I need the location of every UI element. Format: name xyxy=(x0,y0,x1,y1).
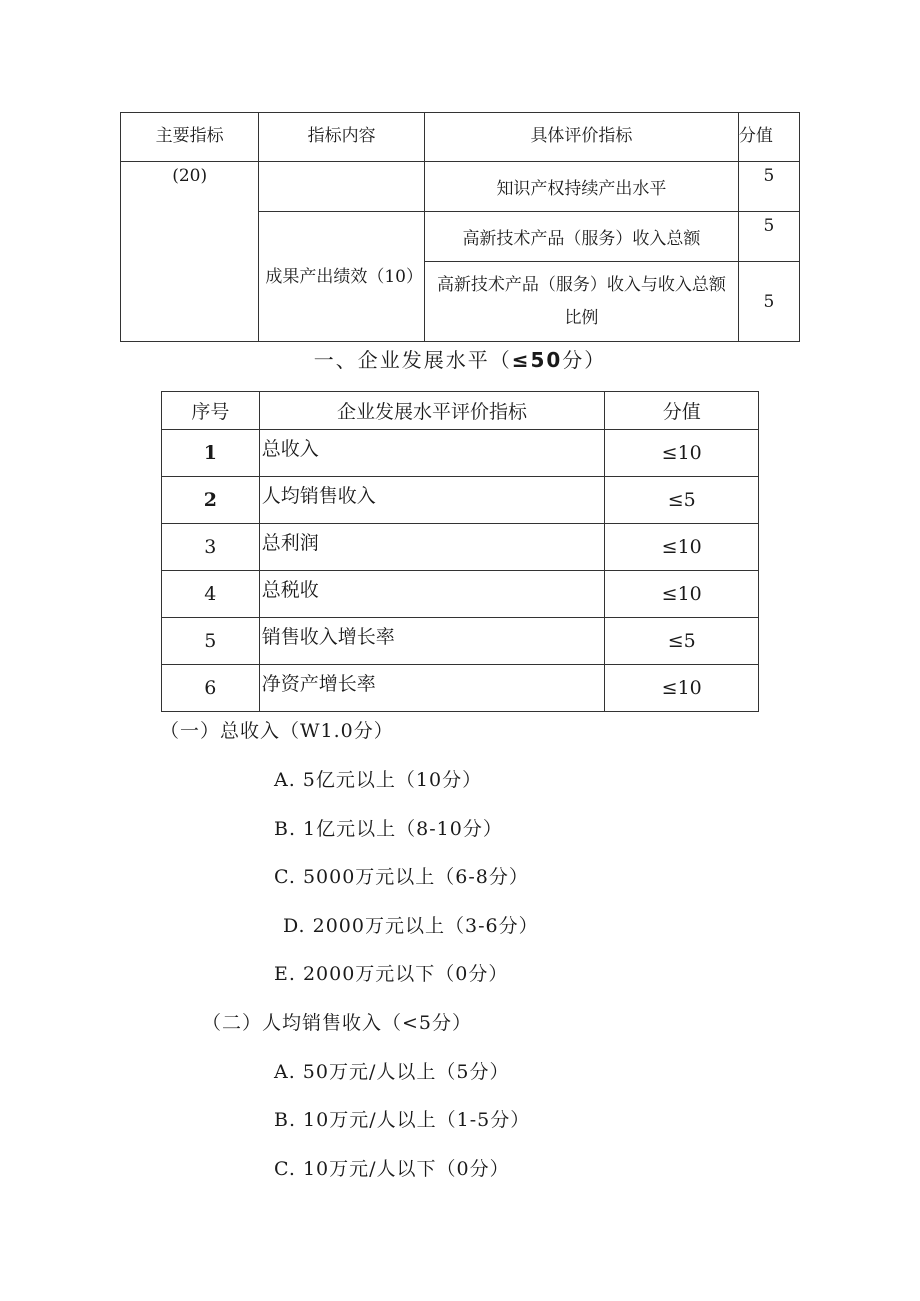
row-no xyxy=(162,618,260,665)
row-no-value: 4 xyxy=(204,583,217,605)
section-heading xyxy=(0,344,920,373)
section2-item-b: B. 10万元/人以上（1-5分） xyxy=(274,1109,531,1131)
row-name-value: 总利润 xyxy=(261,532,319,554)
row-name-value: 人均销售收入 xyxy=(261,485,376,507)
indicator-cell xyxy=(424,162,738,212)
row-no-value: 3 xyxy=(204,536,217,558)
section1-item-c: C. 5000万元以上（6-8分） xyxy=(274,866,529,888)
header-cell xyxy=(259,392,605,430)
row-no-value: 1 xyxy=(203,442,217,464)
row-name xyxy=(259,524,605,571)
header-cell xyxy=(162,392,260,430)
row-name xyxy=(259,571,605,618)
header-cell xyxy=(605,392,759,430)
score-table-top xyxy=(120,112,800,342)
table-row xyxy=(162,618,759,665)
row-score-value: ≤5 xyxy=(667,630,696,652)
row-no xyxy=(162,430,260,477)
row-score-value: ≤5 xyxy=(667,489,696,511)
section1-item-d: D. 2000万元以上（3-6分） xyxy=(283,915,539,937)
row-no xyxy=(162,665,260,712)
row-no xyxy=(162,571,260,618)
header-no: 序号 xyxy=(191,401,230,423)
row-score-value: ≤10 xyxy=(661,583,702,605)
row-score-value: ≤10 xyxy=(661,677,702,699)
row-score xyxy=(605,430,759,477)
row-no-value: 5 xyxy=(204,630,217,652)
row-no-value: 6 xyxy=(204,677,217,699)
row-score xyxy=(605,571,759,618)
empty-cell xyxy=(259,162,425,212)
score-value: 5 xyxy=(763,216,775,236)
row-score-value: ≤10 xyxy=(661,442,702,464)
section-heading-limit: ≤50 xyxy=(511,348,563,372)
content-text: 成果产出绩效（10） xyxy=(265,266,423,287)
table-row xyxy=(162,571,759,618)
row-score-value: ≤10 xyxy=(661,536,702,558)
score-cell xyxy=(738,212,799,262)
row-name-value: 净资产增长率 xyxy=(261,673,376,695)
row-score xyxy=(605,477,759,524)
section2-item-a: A. 50万元/人以上（5分） xyxy=(274,1061,510,1083)
content-cell xyxy=(259,212,425,342)
row-name-value: 总税收 xyxy=(261,579,319,601)
main-indicator-cell xyxy=(121,162,259,342)
table-row xyxy=(162,665,759,712)
table-row xyxy=(162,524,759,571)
table-header-row xyxy=(162,392,759,430)
header-cell xyxy=(738,113,799,162)
row-score xyxy=(605,665,759,712)
score-cell xyxy=(738,262,799,342)
row-name-value: 总收入 xyxy=(261,438,319,460)
section1-title: （一）总收入（W1.0分） xyxy=(160,720,394,742)
header-main-indicator: 主要指标 xyxy=(155,126,224,146)
row-name xyxy=(259,665,605,712)
table-row xyxy=(162,430,759,477)
section2-title: （二）人均销售收入（<5分） xyxy=(202,1012,473,1034)
table-row xyxy=(162,477,759,524)
table-row xyxy=(121,162,800,212)
indicator-text: 知识产权持续产出水平 xyxy=(496,179,667,199)
development-level-table xyxy=(161,391,759,712)
header-cell xyxy=(424,113,738,162)
table-header-row xyxy=(121,113,800,162)
header-cell xyxy=(259,113,425,162)
section-heading-suffix: 分） xyxy=(562,348,607,372)
header-score: 分值 xyxy=(738,126,773,146)
header-score: 分值 xyxy=(662,401,701,423)
section-heading-prefix: 一、企业发展水平（ xyxy=(313,348,512,372)
score-value: 5 xyxy=(763,291,775,312)
indicator-cell xyxy=(424,212,738,262)
score-value: 5 xyxy=(763,166,775,186)
section1-item-a: A. 5亿元以上（10分） xyxy=(274,769,483,791)
score-cell xyxy=(738,162,799,212)
header-indicator: 企业发展水平评价指标 xyxy=(337,401,528,423)
row-score xyxy=(605,524,759,571)
indicator-cell xyxy=(424,262,738,342)
indicator-text: 高新技术产品（服务）收入总额 xyxy=(462,229,701,249)
section2-item-c: C. 10万元/人以下（0分） xyxy=(274,1158,510,1180)
indicator-text: 高新技术产品（服务）收入与收入总额比例 xyxy=(436,274,726,328)
section1-item-b: B. 1亿元以上（8-10分） xyxy=(274,818,503,840)
row-no-value: 2 xyxy=(203,489,217,511)
row-name xyxy=(259,477,605,524)
row-name xyxy=(259,618,605,665)
header-specific-indicator: 具体评价指标 xyxy=(530,126,633,146)
row-no xyxy=(162,524,260,571)
row-name-value: 销售收入增长率 xyxy=(261,626,395,648)
row-name xyxy=(259,430,605,477)
header-cell xyxy=(121,113,259,162)
main-indicator-value: (20) xyxy=(172,166,208,186)
row-score xyxy=(605,618,759,665)
row-no xyxy=(162,477,260,524)
section1-item-e: E. 2000万元以下（0分） xyxy=(274,963,509,985)
header-indicator-content: 指标内容 xyxy=(307,126,376,146)
